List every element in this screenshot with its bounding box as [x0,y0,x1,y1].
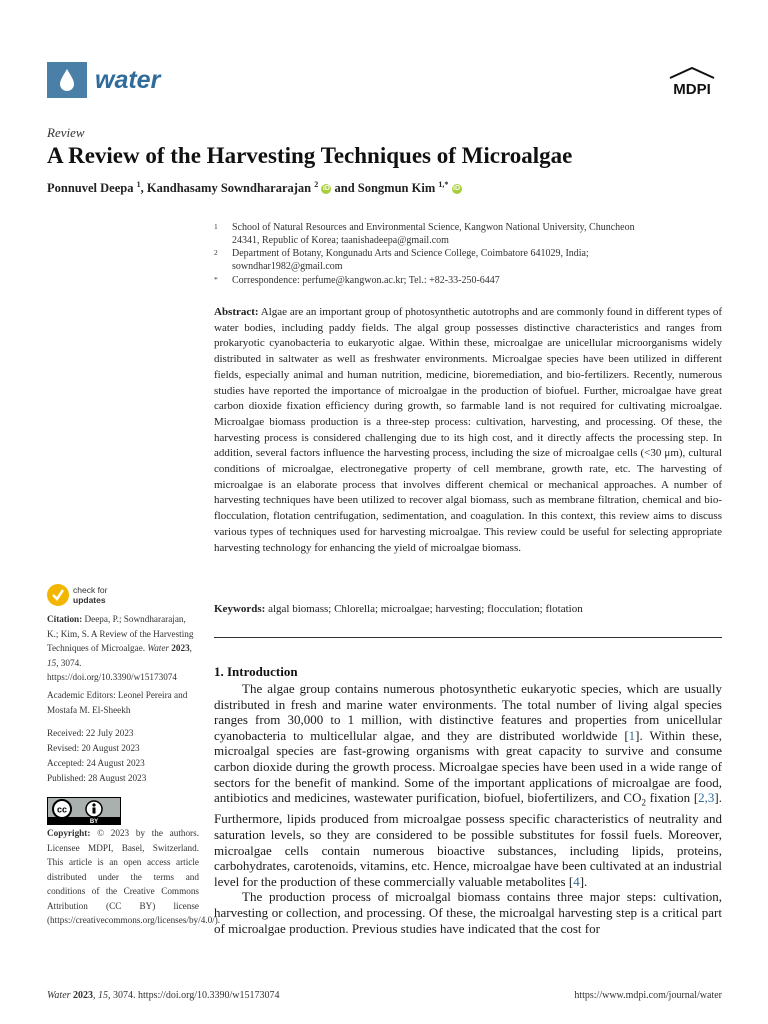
cc-by-license-icon[interactable] [47,797,121,825]
svg-text:cc: cc [56,804,68,815]
published-date: Published: 28 August 2023 [47,773,147,783]
keywords-text: algal biomass; Chlorella; microalgae; harvesting; flocculation; flotation [268,603,583,615]
affiliation: Department of Botany, Kongunadu Arts and Science College, Coimbatore 641029, India; sowndhar1982@gmail.com [232,248,589,272]
introduction-body [214,681,722,936]
keywords-label: Keywords: [214,603,266,615]
journal-name: water [95,66,161,94]
footer-journal-url[interactable]: https://www.mdpi.com/journal/water [574,990,722,1001]
citation-block: Citation: Deepa, P.; Sowndhararajan, K.; Kim, S. A Review of the Harvesting Techniques of Microalgae. Water 2023, 15, 3074. https://doi.org/10.3390/w15173074 [47,614,194,682]
accepted-date: Accepted: 24 August 2023 [47,758,145,768]
check-updates-line1: check for [73,585,108,595]
citation-link[interactable]: 2,3 [698,790,715,806]
publisher-logo [662,66,722,107]
journal-logo-icon [47,62,87,98]
check-for-updates-badge[interactable] [47,583,147,612]
revised-date: Revised: 20 August 2023 [47,743,140,753]
abstract-label: Abstract: [214,306,259,318]
author-list: Ponnuvel Deepa $^1$, Kandhasamy Sowndhararajan $^2$ iD and Songmun Kim $^{1,*}$ iD [47,180,460,196]
abstract-text: Algae are an important group of photosynthetic autotrophs and are commonly found in different types of water bodies, including paddy fields. The algal group possesses distinctive characteristics and ranges from prokaryotic cyanobacteria to eukaryotic algae. Within these, microalgae are unicellular microorganisms widely distributed in saltwater as well as freshwater environments. Microalgae species have been utilized in different fields, especially animal and human nutrition, medicine, bioremediation, and bio-fertilizers. Recently, numerous studies have reported the importance of microalgae in the production of biofuel. Further, microalgae have great carbon dioxide fixation efficiency during growth, so farmable land is not required for cultivating microalgae. Microalgae biomass production is a three-step process: cultivation, harvesting, and processing. Of these, the harvesting process is considered challenging due to its high cost, and it directly affects the processing step. In addition, several factors influence the harvesting process, including the size of microalgae cells (<30 μm), cultural conditions of microalgae, electronegative property of cell membrane, growth rate, etc. The harvesting of microalgae is an elaborate process that involves different chemical or mechanical approaches. A number of harvesting techniques have been utilized to recover algal biomass, such as membrane filtration, chemical and bio-flocculation, flotation centrifugation, sedimentation, and coagulation. In this context, this review aims to discuss various types of techniques used for harvesting microalgae. This review could be useful for selecting appropriate harvesting technology for enhancing the yield of microalgae biomass. [214,306,722,554]
paragraph: The production process of microalgal biomass contains three major steps: cultivation, harvesting or collection, and processing. Of these, the microalgal harvesting step is a critical part of microalgae production. Previous studies have indicated that the cost for [214,889,722,936]
footer-citation: Water 2023, 15, 3074. https://doi.org/10.3390/w15173074 [47,990,280,1001]
divider [214,637,722,638]
abstract [214,305,722,556]
check-updates-line2: updates [73,595,106,605]
article-type: Review [47,125,85,140]
keywords [214,603,722,615]
citation-link[interactable]: 1 [628,727,636,743]
correspondence: Correspondence: perfume@kangwon.ac.kr; Tel.: +82-33-250-6447 [232,275,500,286]
author-name: Ponnuvel Deepa [47,181,134,196]
orcid-icon[interactable]: iD [453,185,460,193]
paragraph: The algae group contains numerous photosynthetic eukaryotic species, which are usually distributed in fresh and marine water environments. The total number of living algal species ranges from 30,000 to 1 million, with distinctive features and properties from unicellular cyanobacteria to multicellular algae, and they are distributed worldwide [1]. Within these, microalgal species are fast-growing organisms with great capacity to survive and consume carbon dioxide during the growth process. Microalgae species have been used in a wide range of sectors for the benefit of mankind. Some of the important applications of microalgae are food, antibiotics and medicines, wastewater purification, biofuel, biofertilizers, and $CO_2$ fixation [2,3]. Furthermore, lipids produced from microalgae possess specific characteristics of neutrality and saturation levels, so they are considered to be possible substitutes for fossil fuels. Moreover, microalgae cells contain numerous bioactive substances, including lipids, proteins, carbohydrates, carotenoids, vitamins, etc. Hence, microalgae have been cultivated at an industrial level for the production of these commercially valuable metabolites [4]. [214,681,723,889]
affiliation-mark: 1 [214,222,218,231]
section-heading: 1. Introduction [214,664,298,679]
affiliation: School of Natural Resources and Environmental Science, Kangwon National University, Chuncheon 24341, Republic of Korea; taanishadeepa@gmail.com [232,222,635,246]
affiliation-mark: * [214,275,218,284]
copyright-notice: Copyright: © 2023 by the authors. Licensee MDPI, Basel, Switzerland. This article is an open access article distributed under the terms and conditions of the Creative Commons Attribution (CC BY) license (https://creativecommons.org/licenses/by/4.0/). [47,828,221,925]
orcid-icon[interactable]: iD [322,185,330,193]
author-name: Kandhasamy Sowndhararajan [146,181,312,196]
received-date: Received: 22 July 2023 [47,728,134,738]
academic-editors: Academic Editors: Leonel Pereira and Mostafa M. El-Sheekh [47,690,188,715]
article-title: A Review of the Harvesting Techniques of Microalgae [47,143,573,168]
cc-badge-text: BY [89,819,99,824]
author-name: Songmun Kim [357,181,436,196]
publisher-name: MDPI [673,81,711,98]
citation-doi[interactable]: , 3074. https://doi.org/10.3390/w15173074 [47,657,177,682]
citation-link[interactable]: 4 [573,873,580,889]
affiliation-mark: 2 [214,248,218,257]
